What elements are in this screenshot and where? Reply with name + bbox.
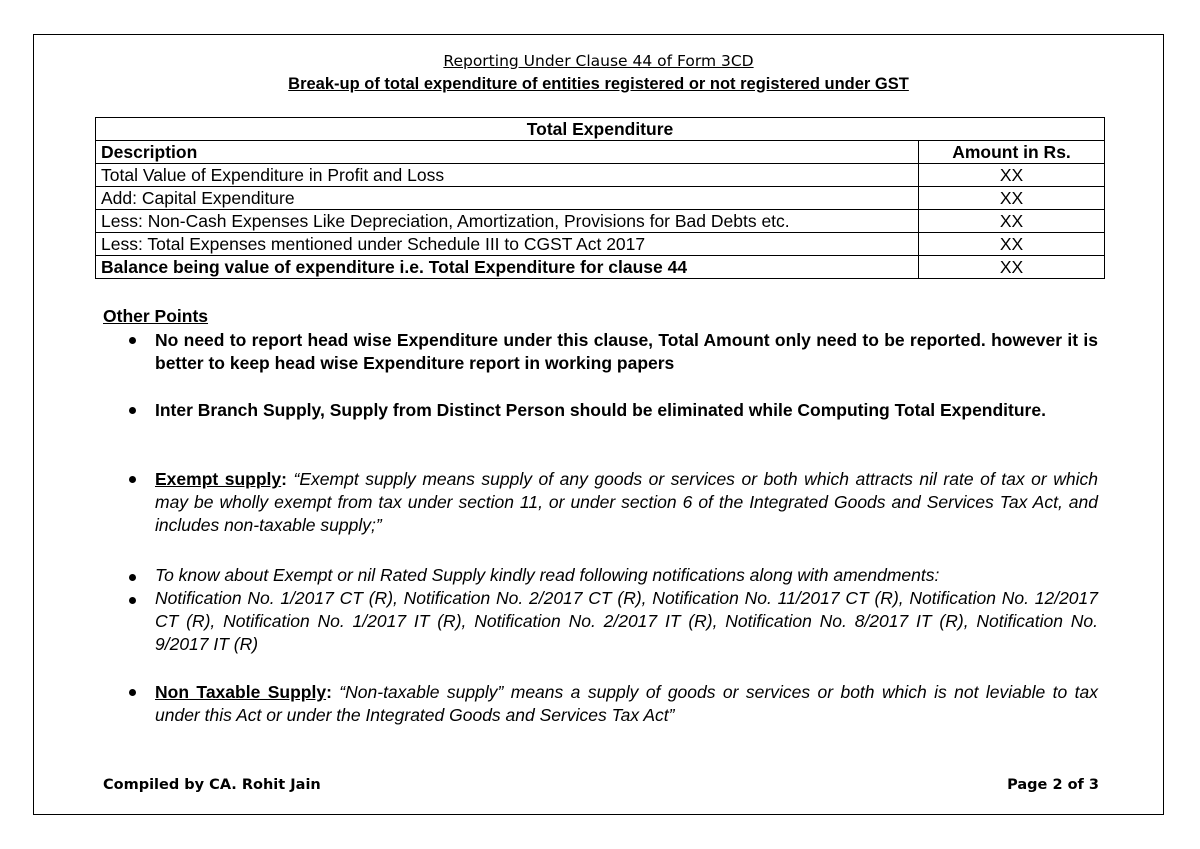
bullet-icon: [129, 689, 136, 696]
table-row: [96, 233, 1105, 256]
row-description: Add: Capital Expenditure: [96, 187, 919, 210]
bullet-icon: [129, 574, 136, 581]
non-taxable-supply-term: Non Taxable Supply: [155, 682, 327, 702]
document-subtitle: Break-up of total expenditure of entities registered or not registered under GST: [288, 75, 909, 93]
point-inter-branch-supply: Inter Branch Supply, Supply from Distinct Person should be eliminated while Computing Total Expenditure.: [155, 400, 1046, 420]
page-prefix: Page: [1007, 777, 1053, 793]
row-description: Less: Non-Cash Expenses Like Depreciation, Amortization, Provisions for Bad Debts etc.: [96, 210, 919, 233]
exempt-supply-term: Exempt supply: [155, 469, 282, 489]
other-points-heading: Other Points: [103, 306, 209, 326]
exempt-supply-definition: “Exempt supply means supply of any goods or services or both which attracts nil rate of tax or which may be wholly exempt from tax under section 11, or under section 6 of the Integrated Goods and Services Tax Act, and includes non-taxable supply;”: [155, 469, 1098, 535]
table-row: [96, 210, 1105, 233]
footer-compiled-by: Compiled by CA. Rohit Jain: [103, 777, 321, 793]
exempt-supply-colon: :: [281, 469, 287, 489]
bullet-icon: [129, 476, 136, 483]
total-row-amount: XX: [919, 256, 1105, 279]
row-amount: XX: [919, 210, 1105, 233]
footer-page-number: [1007, 777, 1099, 793]
page-current: 2: [1052, 777, 1063, 793]
table-header-row: [96, 141, 1105, 164]
column-header-description: Description: [96, 141, 919, 164]
table-total-row: [96, 256, 1105, 279]
column-header-amount: Amount in Rs.: [919, 141, 1105, 164]
non-taxable-supply-definition: “Non-taxable supply” means a supply of goods or services or both which is not leviable to tax under this Act or under the Integrated Goods and Services Tax Act”: [155, 682, 1099, 725]
row-amount: XX: [919, 233, 1105, 256]
point-non-taxable-supply: [155, 681, 1098, 727]
row-amount: XX: [919, 187, 1105, 210]
page-of: of: [1062, 777, 1089, 793]
non-taxable-supply-colon: :: [326, 682, 332, 702]
point-notification-list: Notification No. 1/2017 CT (R), Notification No. 2/2017 CT (R), Notification No. 11/2017 CT (R), Notification No. 12/2017 CT (R), Notification No. 1/2017 IT (R), Notification No. 2/2017 IT (R), Notification No. 8/2017 IT (R), Notification No. 9/2017 IT (R): [155, 588, 1098, 654]
bullet-icon: [129, 597, 136, 604]
row-amount: XX: [919, 164, 1105, 187]
point-exempt-notifications-intro: To know about Exempt or nil Rated Supply kindly read following notifications along with amendments:: [155, 565, 940, 585]
point-head-wise-expenditure: No need to report head wise Expenditure under this clause, Total Amount only need to be reported. however it is better to keep head wise Expenditure report in working papers: [155, 330, 1098, 373]
document-title: Reporting Under Clause 44 of Form 3CD: [443, 52, 754, 70]
page-total: 3: [1088, 777, 1099, 793]
bullet-icon: [129, 407, 136, 414]
table-caption-row: [96, 118, 1105, 141]
total-row-description: Balance being value of expenditure i.e. Total Expenditure for clause 44: [96, 256, 919, 279]
row-description: Total Value of Expenditure in Profit and Loss: [96, 164, 919, 187]
expenditure-table: [95, 117, 1105, 279]
point-exempt-supply: [155, 468, 1098, 537]
table-row: [96, 164, 1105, 187]
row-description: Less: Total Expenses mentioned under Schedule III to CGST Act 2017: [96, 233, 919, 256]
table-caption: Total Expenditure: [96, 118, 1105, 141]
table-row: [96, 187, 1105, 210]
bullet-icon: [129, 337, 136, 344]
